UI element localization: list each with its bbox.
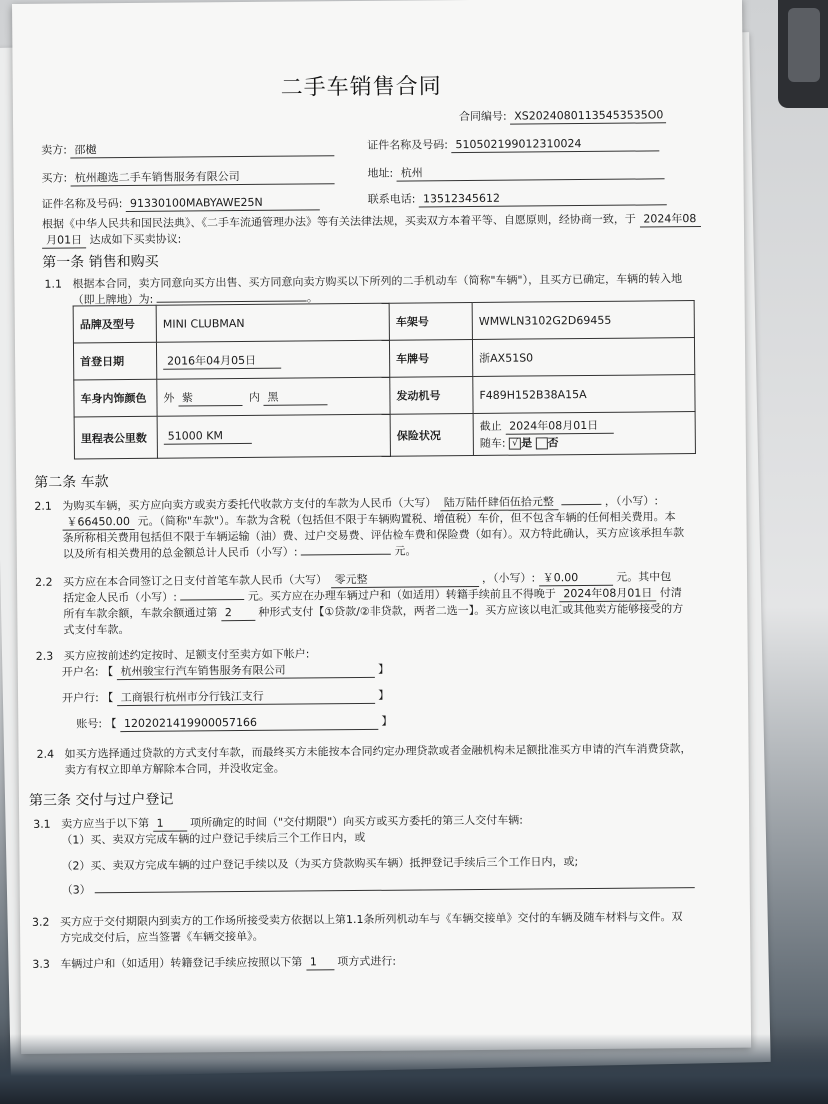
p2-2-line-2: 括定金人民币（小写）: 元。买方应在办理车辆过户和（如适用）转籍手续前且不得晚于 2024年08月01日 付清 bbox=[63, 586, 682, 605]
buyer-row: 买方: 杭州趣选二手车销售服务有限公司 bbox=[41, 169, 334, 187]
p2-2-line-4: 式支付车款。 bbox=[63, 622, 130, 637]
delivery-option: 1 bbox=[153, 817, 187, 832]
engine-value: F489H152B38A15A bbox=[473, 375, 695, 414]
payoff-date: 2024年08月01日 bbox=[559, 586, 656, 602]
address: 杭州 bbox=[397, 164, 665, 181]
brand-value: MINI CLUBMAN bbox=[156, 303, 389, 342]
option-3-blank bbox=[94, 887, 694, 893]
p3-1-line-1: 3.1 卖方应当于以下第 1 项所确定的时间（"交付期限"）向买方或买方委托的第三人交付车辆: bbox=[33, 813, 524, 831]
buyer-id-row: 证件名称及号码: 91330100MABYAWE25N bbox=[42, 195, 320, 212]
transfer-option: 1 bbox=[306, 955, 334, 970]
buyer-id: 91330100MABYAWE25N bbox=[126, 195, 320, 212]
contract-page bbox=[12, 0, 751, 1054]
reg-value: 2016年04月05日 bbox=[163, 351, 281, 369]
device-corner bbox=[778, 0, 828, 108]
vehicle-table: 品牌及型号 MINI CLUBMAN 车架号 WMWLN3102G2D69455 首登日期 2016年04月05日 车牌号 浙AX51S0 车身内饰颜色 外 紫 内 黑 发动机号 F489H152B38A15A 里程表公里数 51000 KM 保险状况 截止 2024年08月01日 随车: √ 是 否 bbox=[73, 300, 696, 459]
price-amount: ￥66450.00 bbox=[62, 515, 134, 531]
engine-label: 发动机号 bbox=[390, 376, 473, 414]
p2-2-line-1: 2.2 买方应在本合同签订之日支付首笔车款人民币（大写） 零元整 ，（小写）: ￥0.00 元。其中包 bbox=[34, 570, 672, 589]
contract-number-row: 合同编号: XS20240801135453535O0 bbox=[459, 108, 666, 125]
article-1-title: 第一条 销售和购买 bbox=[42, 253, 159, 271]
article-3-title: 第三条 交付与过户登记 bbox=[28, 791, 174, 809]
account-name: 杭州骏宝行汽车销售服务有限公司 bbox=[116, 663, 374, 680]
p3-3-line-1: 3.3 车辆过户和（如适用）转籍登记手续应按照以下第 1 项方式进行: bbox=[32, 954, 397, 971]
account-bank: 工商银行杭州市分行钱江支行 bbox=[117, 689, 375, 706]
intro-date-b: 月01日 bbox=[42, 233, 86, 248]
intro-line-2: 月01日 达成如下买卖协议: bbox=[42, 233, 181, 249]
price-upper: 陆万陆仟肆佰伍拾元整 bbox=[440, 495, 558, 511]
total-amount-blank bbox=[301, 554, 391, 556]
insurance-yes-checkbox[interactable]: √ bbox=[509, 438, 521, 450]
address-row: 地址: 杭州 bbox=[367, 164, 664, 182]
p2-2-line-3: 所有车款余额，车款余额通过第 2 种形式支付【①贷款/②非贷款，两者二选一】。买方应该以电汇或其他卖方能够接受的方 bbox=[63, 602, 684, 621]
account-number-row: 账号: 【 1202021419900057166 】 bbox=[76, 714, 393, 731]
seller-id-row: 证件名称及号码: 510502199012310024 bbox=[367, 136, 659, 154]
payment-option: 2 bbox=[221, 606, 255, 621]
seller-name: 邵樾 bbox=[70, 141, 334, 158]
contract-title: 二手车销售合同 bbox=[280, 74, 442, 101]
phone-row: 联系电话: 13512345612 bbox=[368, 190, 667, 208]
insurance-label: 保险状况 bbox=[390, 413, 473, 456]
mileage-label: 里程表公里数 bbox=[74, 416, 157, 459]
contract-number: XS20240801135453535O0 bbox=[510, 108, 666, 124]
exterior-color: 紫 bbox=[178, 389, 242, 407]
mileage-value: 51000 KM bbox=[164, 429, 252, 445]
p2-1-line-3: 条所称相关费用包括但不限于车辆运输（油）费、过户交易费、评估检车费和保险费（如有）。双方特此确认，买方应该承担车款 bbox=[62, 526, 685, 545]
vin-label: 车架号 bbox=[389, 302, 472, 340]
transfer-place-blank bbox=[157, 300, 307, 302]
account-number: 1202021419900057166 bbox=[120, 715, 378, 732]
deposit-blank bbox=[180, 599, 244, 601]
p3-2-line-1: 3.2 买方应于交付期限内到卖方的工作场所接受卖方依据以上第1.1条所列机动车与《车辆交接单》交付的车辆及随车材料与文件。双 bbox=[31, 910, 683, 929]
account-bank-row: 开户行: 【 工商银行杭州市分行钱江支行 】 bbox=[62, 688, 390, 705]
phone: 13512345612 bbox=[419, 190, 667, 207]
seller-row: 卖方: 邵樾 bbox=[41, 141, 334, 159]
p2-4-line-1: 2.4 如买方选择通过贷款的方式支付车款，而最终买方未能按本合同约定办理贷款或者金融机构未足额批准买方申请的汽车消费贷款， bbox=[36, 742, 692, 761]
buyer-name: 杭州趣选二手车销售服务有限公司 bbox=[71, 169, 335, 186]
p3-2-line-2: 方完成交付后，应当签署《车辆交接单》。 bbox=[60, 929, 264, 945]
p1-1-line-1: 1.1 根据本合同，卖方同意向买方出售、买方同意向卖方购买以下所列的二手机动车（简称"车辆"），且买方已确定，车辆的转入地 bbox=[44, 272, 683, 291]
p2-1-line-2: ￥66450.00 元。（简称"车款"）。车款为含税（包括但不限于车辆购置税、增值税）车价，但不包含车辆的任何相关费用。本 bbox=[62, 510, 675, 530]
reg-label: 首登日期 bbox=[73, 342, 156, 380]
color-label: 车身内饰颜色 bbox=[74, 379, 157, 417]
vin-value: WMWLN3102G2D69455 bbox=[472, 301, 694, 340]
p2-4-line-2: 卖方有权立即单方解除本合同，并没收定金。 bbox=[64, 761, 285, 777]
p3-1-option-3: （3） bbox=[62, 878, 695, 898]
intro-date-a: 2024年08 bbox=[639, 212, 700, 228]
brand-label: 品牌及型号 bbox=[73, 305, 156, 343]
p1-1-line-2: （即上牌地）为: 。 bbox=[72, 291, 318, 307]
seller-id: 510502199012310024 bbox=[451, 136, 659, 153]
p2-1-line-4: 以及所有相关费用的总金额总计人民币（小写）: 元。 bbox=[62, 544, 417, 561]
plate-label: 车牌号 bbox=[389, 339, 472, 377]
article-2-title: 第二条 车款 bbox=[34, 474, 109, 491]
first-payment-amount: ￥0.00 bbox=[539, 571, 613, 587]
insurance-until: 2024年08月01日 bbox=[505, 417, 613, 435]
intro-line-1: 根据《中华人民共和国民法典》、《二手车流通管理办法》等有关法律法规，买卖双方本着平等、自愿原则，经协商一致，于 2024年08 bbox=[42, 212, 701, 233]
insurance-no-checkbox[interactable] bbox=[536, 437, 548, 449]
first-payment-upper: 零元整 bbox=[330, 572, 478, 588]
account-name-row: 开户名: 【 杭州骏宝行汽车销售服务有限公司 】 bbox=[61, 662, 390, 679]
p2-3-line-1: 2.3 买方应按前述约定按时、足额支付至卖方如下帐户: bbox=[35, 647, 310, 663]
plate-value: 浙AX51S0 bbox=[472, 338, 694, 377]
desk-surface bbox=[0, 1034, 828, 1104]
p2-1-line-1: 2.1 为购买车辆，买方应向卖方或卖方委托代收款方支付的车款为人民币（大写） 陆万陆仟肆佰伍拾元整 ，（小写）: bbox=[34, 494, 659, 513]
interior-color: 黑 bbox=[263, 388, 327, 406]
p3-1-option-2: （2）买、卖双方完成车辆的过户登记手续以及（为买方贷款购买车辆）抵押登记手续后三个工作日内，或; bbox=[61, 855, 579, 873]
p3-1-option-1: （1）买、卖双方完成车辆的过户登记手续后三个工作日内，或 bbox=[61, 830, 366, 847]
